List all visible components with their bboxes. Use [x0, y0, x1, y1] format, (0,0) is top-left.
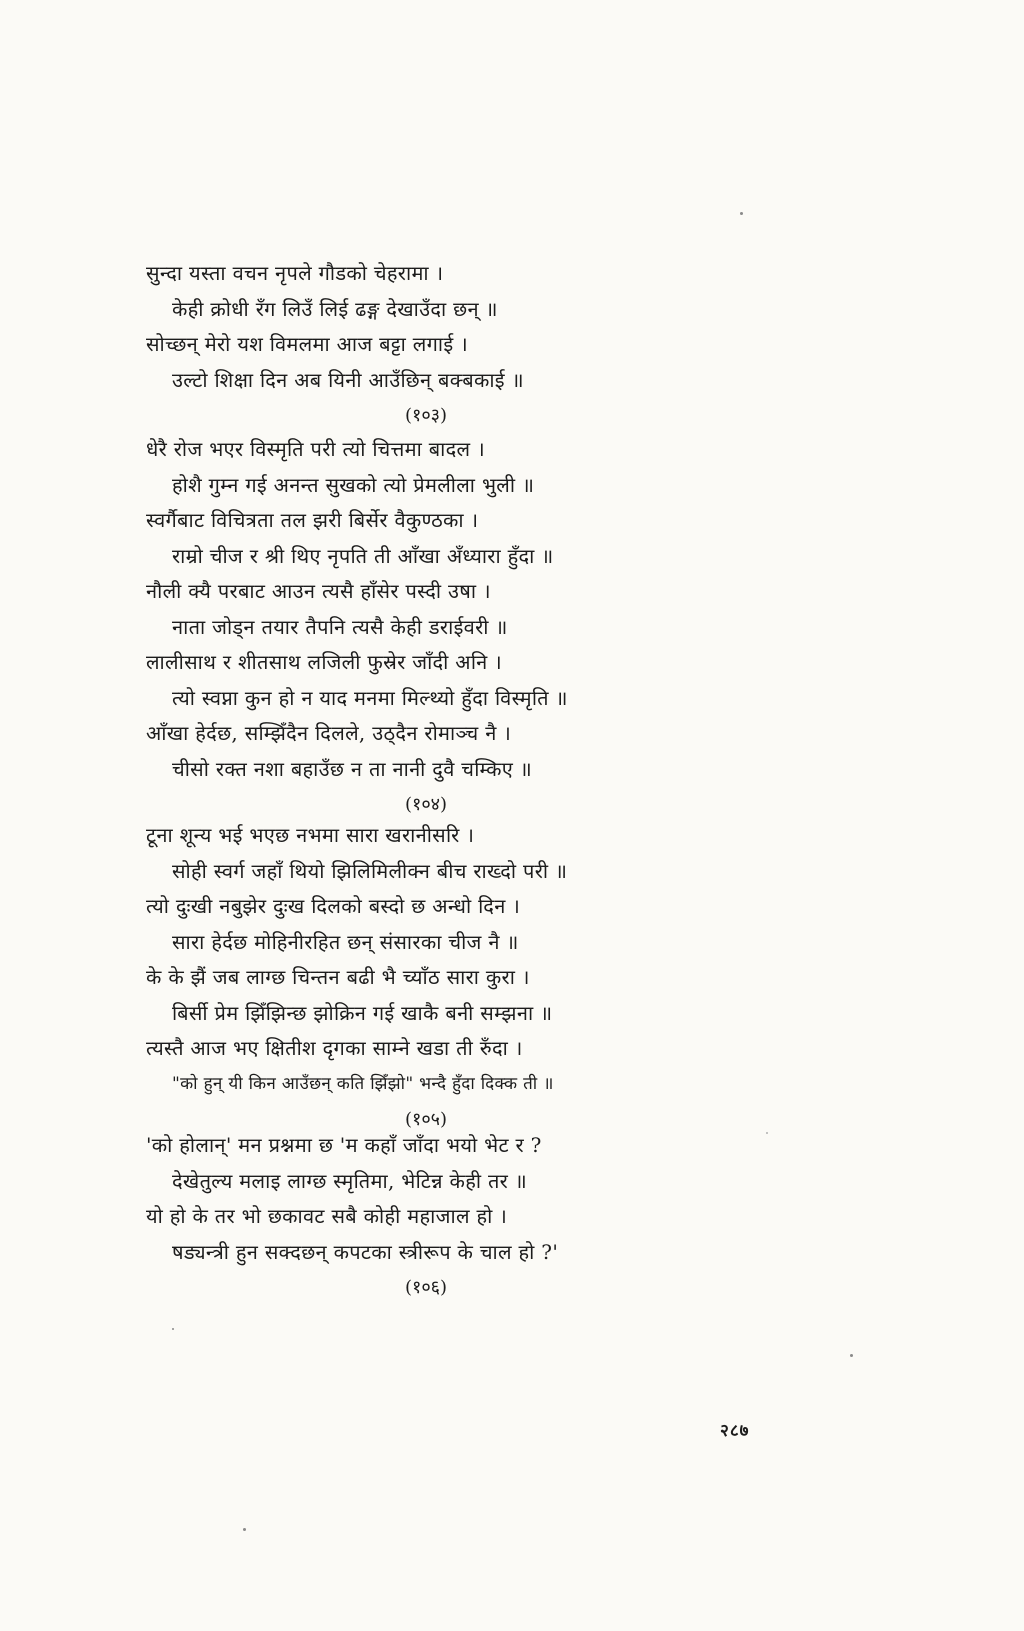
verse-line: स्वर्गैबाट विचित्रता तल झरी बिर्सेर वैकुण्ठका । — [146, 508, 479, 532]
stanza-104 — [146, 432, 706, 822]
verse-line: सुन्दा यस्ता वचन नृपले गौडको चेहरामा । — [146, 261, 444, 285]
verse-line: त्यस्तै आज भए क्षितीश दृगका साम्ने खडा ती रुँदा । — [146, 1036, 523, 1060]
verse-line: नाता जोड्न तयार तैपनि त्यसै केही डराईवरी ॥ — [172, 614, 508, 639]
verse-line: लालीसाथ र शीतसाथ लजिली फुस्रेर जाँदी अनि । — [146, 650, 503, 674]
scan-speck — [766, 1132, 768, 1134]
scan-speck — [850, 1354, 853, 1357]
scan-speck — [172, 1328, 174, 1330]
stanza-106 — [146, 1128, 706, 1305]
verse-line: राम्रो चीज र श्री थिए नृपति ती आँखा अँध्यारा हुँदा ॥ — [172, 543, 554, 568]
verse-number: (१०३) — [404, 405, 448, 426]
verse-line: आँखा हेर्दछ, सम्झिँदैन दिलले, उठ्दैन रोमाञ्च नै । — [146, 721, 512, 745]
verse-line: "को हुन् यी किन आउँछन् कति झिँझो" भन्दै हुँदा दिक्क ती ॥ — [172, 1073, 554, 1094]
page-number: २८७ — [720, 1421, 750, 1441]
verse-line: सारा हेर्दछ मोहिनीरहित छन् संसारका चीज नै ॥ — [172, 929, 519, 954]
verse-line: नौली क्यै परबाट आउन त्यसै हाँसेर पस्दी उषा । — [146, 579, 491, 603]
verse-line: टूना शून्य भई भएछ नभमा सारा खरानीसरि । — [146, 823, 475, 847]
verse-line: 'को होलान्' मन प्रश्नमा छ 'म कहाँ जाँदा भयो भेट र ? — [146, 1133, 542, 1157]
verse-line: उल्टो शिक्षा दिन अब यिनी आउँछिन् बक्बकाई ॥ — [172, 367, 524, 392]
stanza-105 — [146, 818, 706, 1137]
verse-line: यो हो के तर भो छकावट सबै कोही महाजाल हो । — [146, 1204, 508, 1228]
verse-line: बिर्सी प्रेम झिँझिन्छ झोक्रिन गई खाकै बनी सम्झना ॥ — [172, 1000, 553, 1025]
verse-line: सोही स्वर्ग जहाँ थियो झिलिमिलीक्न बीच राख्दो परी ॥ — [172, 858, 568, 883]
stanza-103 — [146, 256, 706, 433]
verse-line: त्यो दुःखी नबुझेर दुःख दिलको बस्दो छ अन्धो दिन । — [146, 894, 521, 918]
verse-number: (१०५) — [404, 1109, 448, 1130]
verse-line: षड्यन्त्री हुन सक्दछन् कपटका स्त्रीरूप के चाल हो ?' — [172, 1239, 559, 1264]
scan-speck — [243, 1528, 246, 1531]
verse-line: होशै गुम्न गई अनन्त सुखको त्यो प्रेमलीला भुली ॥ — [172, 472, 535, 497]
verse-line: सोच्छन् मेरो यश विमलमा आज बट्टा लगाई । — [146, 332, 469, 356]
verse-line: देखेतुल्य मलाइ लाग्छ स्मृतिमा, भेटिन्न केही तर ॥ — [172, 1168, 528, 1193]
verse-number: (१०४) — [404, 794, 448, 815]
verse-line: के के झैं जब लाग्छ चिन्तन बढी भै च्याँठ सारा कुरा । — [146, 965, 530, 989]
verse-number: (१०६) — [404, 1277, 448, 1298]
verse-line: धेरै रोज भएर विस्मृति परी त्यो चित्तमा बादल । — [146, 437, 485, 461]
verse-line: केही क्रोधी रँग लिउँ लिई ढङ्ग देखाउँदा छन् ॥ — [172, 296, 498, 321]
verse-line: त्यो स्वप्ना कुन हो न याद मनमा मिल्थ्यो हुँदा विस्मृति ॥ — [172, 685, 568, 710]
scan-speck — [740, 212, 743, 215]
verse-line: चीसो रक्त नशा बहाउँछ न ता नानी दुवै चम्किए ॥ — [172, 756, 533, 781]
